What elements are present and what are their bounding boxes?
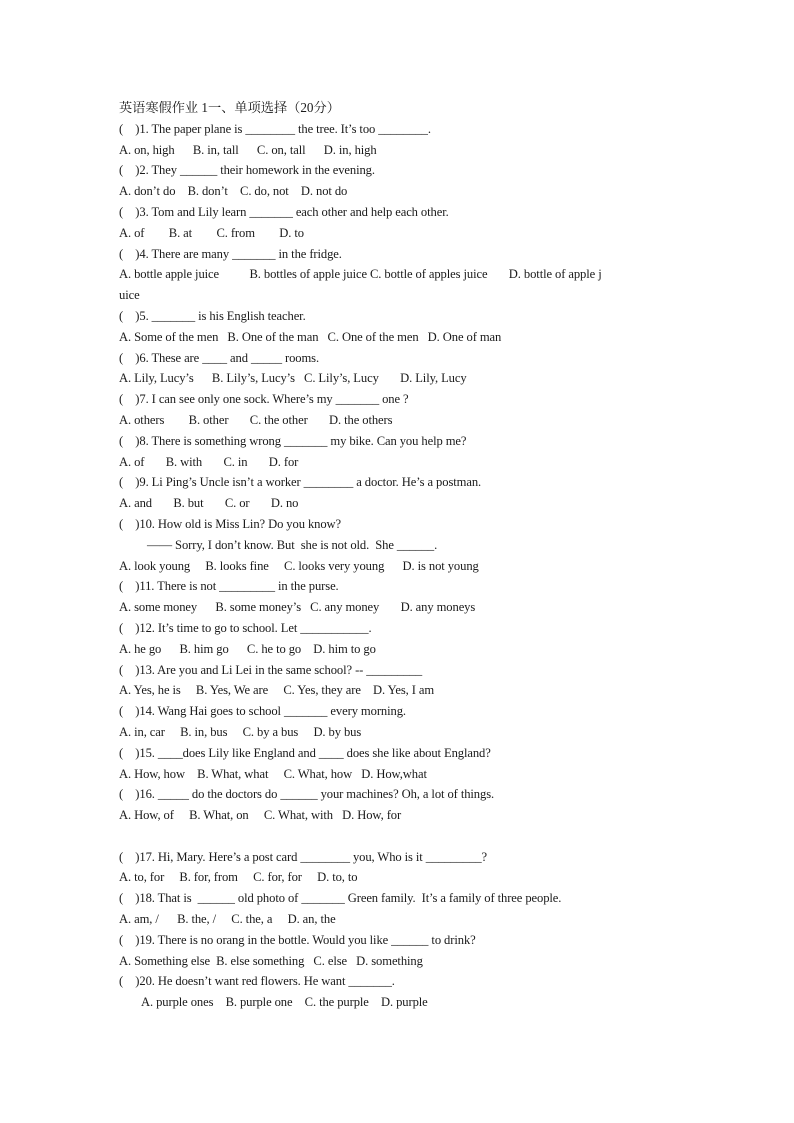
blank-line	[119, 826, 679, 847]
options-11: A. some money B. some money’s C. any money D. any moneys	[119, 600, 476, 615]
options-4-wrap: uice	[119, 288, 140, 303]
worksheet	[119, 98, 679, 1013]
question-11: ( )11. There is not _________ in the purse.	[119, 579, 339, 594]
question-18: ( )18. That is ______ old photo of _______ Green family. It’s a family of three people.	[119, 891, 562, 906]
question-17: ( )17. Hi, Mary. Here’s a post card ________ you, Who is it _________?	[119, 849, 488, 864]
options-18: A. am, / B. the, / C. the, a D. an, the	[119, 912, 336, 927]
question-10: ( )10. How old is Miss Lin? Do you know?	[119, 516, 342, 531]
options-6: A. Lily, Lucy’s B. Lily’s, Lucy’s C. Lily’s, Lucy D. Lily, Lucy	[119, 371, 467, 386]
options-3: A. of B. at C. from D. to	[119, 225, 304, 240]
options-19: A. Something else B. else something C. else D. something	[119, 953, 423, 968]
question-7: ( )7. I can see only one sock. Where’s my _______ one ?	[119, 392, 409, 407]
options-15: A. How, how B. What, what C. What, how D. How,what	[119, 766, 427, 781]
options-20: A. purple ones B. purple one C. the purple D. purple	[141, 995, 428, 1010]
question-3: ( )3. Tom and Lily learn _______ each other and help each other.	[119, 204, 449, 219]
options-17: A. to, for B. for, from C. for, for D. to, to	[119, 870, 358, 885]
question-14: ( )14. Wang Hai goes to school _______ every morning.	[119, 704, 406, 719]
question-10-reply: —— Sorry, I don’t know. But she is not old. She ______.	[147, 537, 438, 552]
options-7: A. others B. other C. the other D. the others	[119, 412, 393, 427]
options-14: A. in, car B. in, bus C. by a bus D. by bus	[119, 724, 362, 739]
options-13: A. Yes, he is B. Yes, We are C. Yes, they are D. Yes, I am	[119, 683, 435, 698]
worksheet-title: 英语寒假作业 1一、单项选择（20分）	[119, 100, 340, 115]
options-12: A. he go B. him go C. he to go D. him to go	[119, 641, 376, 656]
options-5: A. Some of the men B. One of the man C. One of the men D. One of man	[119, 329, 502, 344]
question-4: ( )4. There are many _______ in the fridge.	[119, 246, 342, 261]
question-5: ( )5. _______ is his English teacher.	[119, 308, 306, 323]
question-1: ( )1. The paper plane is ________ the tree. It’s too ________.	[119, 121, 431, 136]
question-2: ( )2. They ______ their homework in the evening.	[119, 163, 375, 178]
options-16: A. How, of B. What, on C. What, with D. How, for	[119, 808, 402, 823]
options-9: A. and B. but C. or D. no	[119, 496, 299, 511]
question-6: ( )6. These are ____ and _____ rooms.	[119, 350, 320, 365]
options-4: A. bottle apple juice B. bottles of apple juice C. bottle of apples juice D. bottle of apple j	[119, 267, 602, 282]
options-8: A. of B. with C. in D. for	[119, 454, 299, 469]
question-16: ( )16. _____ do the doctors do ______ your machines? Oh, a lot of things.	[119, 787, 495, 802]
question-12: ( )12. It’s time to go to school. Let ___________.	[119, 620, 372, 635]
options-10: A. look young B. looks fine C. looks very young D. is not young	[119, 558, 479, 573]
question-9: ( )9. Li Ping’s Uncle isn’t a worker ________ a doctor. He’s a postman.	[119, 475, 482, 490]
question-19: ( )19. There is no orang in the bottle. Would you like ______ to drink?	[119, 932, 476, 947]
question-8: ( )8. There is something wrong _______ my bike. Can you help me?	[119, 433, 467, 448]
question-20: ( )20. He doesn’t want red flowers. He want _______.	[119, 974, 395, 989]
options-1: A. on, high B. in, tall C. on, tall D. in, high	[119, 142, 377, 157]
question-15: ( )15. ____does Lily like England and ____ does she like about England?	[119, 745, 491, 760]
question-13: ( )13. Are you and Li Lei in the same school? -- _________	[119, 662, 423, 677]
options-2: A. don’t do B. don’t C. do, not D. not do	[119, 184, 348, 199]
